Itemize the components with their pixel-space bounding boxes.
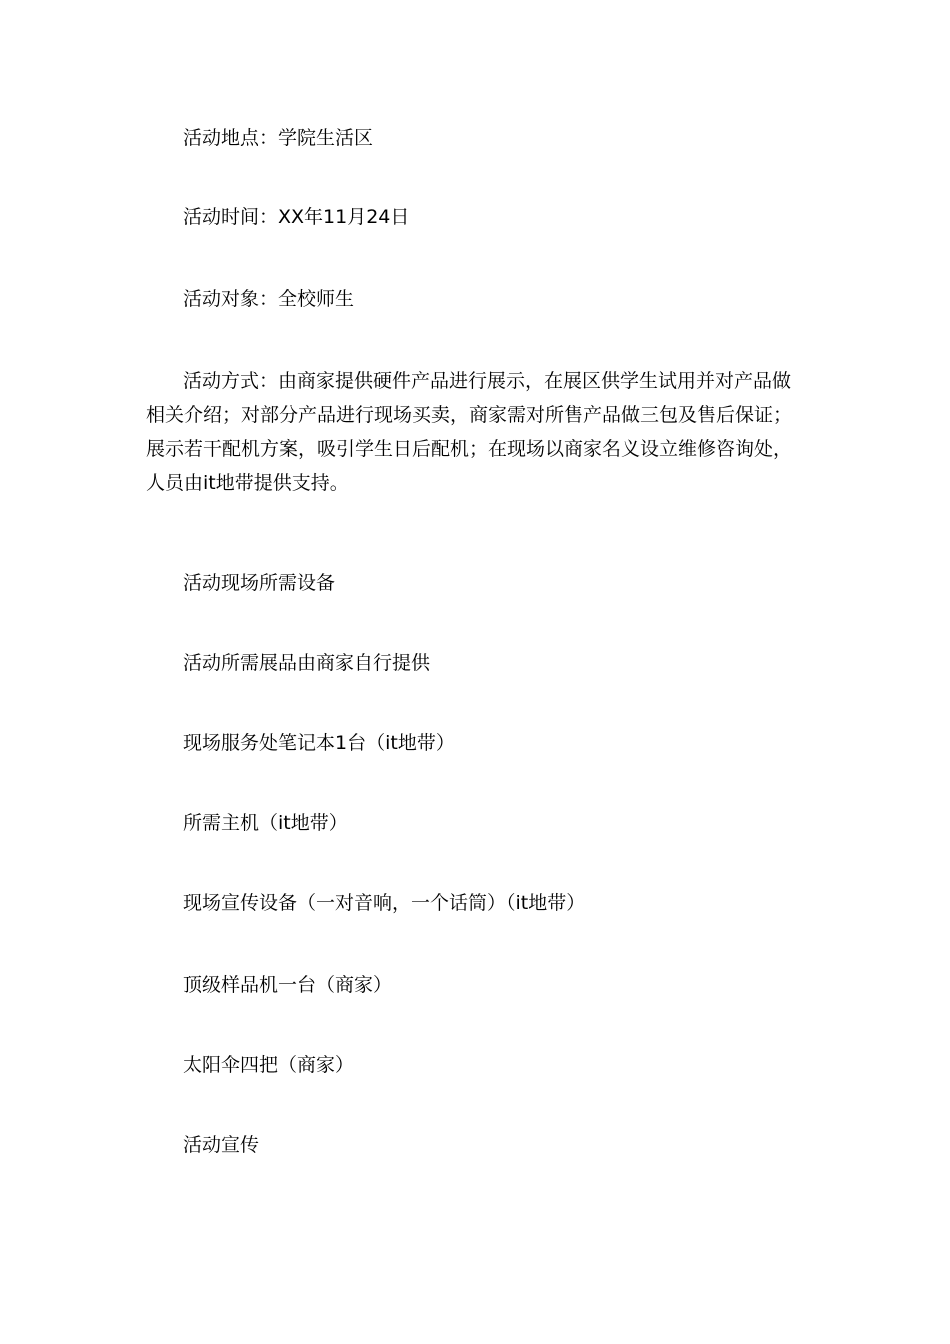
promotion-heading: 活动宣传	[183, 1134, 260, 1156]
equipment-item-audio: 现场宣传设备（一对音响，一个话筒）（it地带）	[183, 892, 586, 914]
equipment-item-sample: 顶级样品机一台（商家）	[183, 974, 393, 996]
activity-time: 活动时间：XX年11月24日	[183, 206, 410, 228]
equipment-item-exhibits: 活动所需展品由商家自行提供	[183, 652, 431, 674]
activity-audience: 活动对象：全校师生	[183, 288, 355, 310]
activity-location: 活动地点：学院生活区	[183, 127, 374, 149]
activity-method: 活动方式：由商家提供硬件产品进行展示，在展区供学生试用并对产品做相关介绍；对部分产品进行现场买卖，商家需对所售产品做三包及售后保证；展示若干配机方案，吸引学生日后配机；在现场以商家名义设立维修咨询处，人员由it地带提供支持。	[146, 370, 793, 494]
equipment-item-host: 所需主机（it地带）	[183, 812, 348, 834]
equipment-item-umbrella: 太阳伞四把（商家）	[183, 1054, 355, 1076]
equipment-item-laptop: 现场服务处笔记本1台（it地带）	[183, 732, 455, 754]
equipment-heading: 活动现场所需设备	[183, 572, 336, 594]
